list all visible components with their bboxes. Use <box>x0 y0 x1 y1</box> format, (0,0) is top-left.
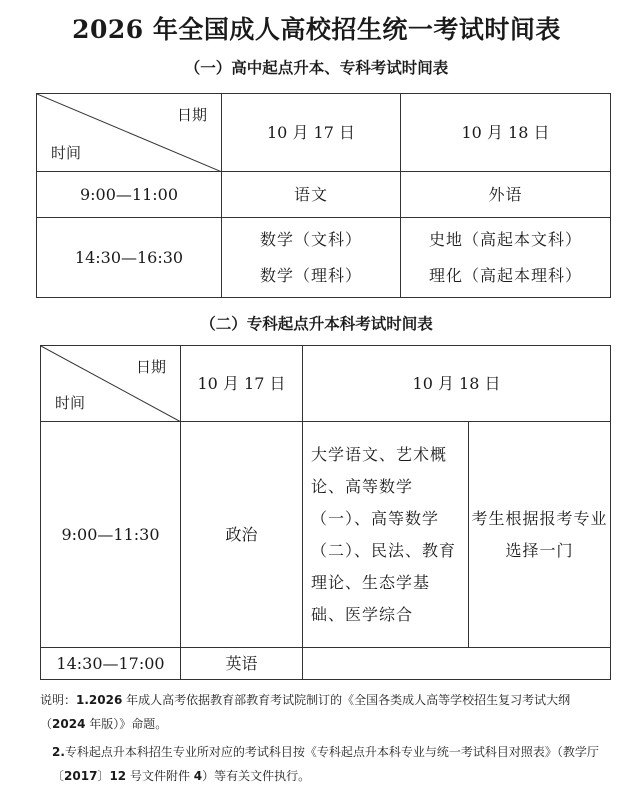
time-cell: 14:30—16:30 <box>37 218 222 298</box>
table-row <box>41 422 611 648</box>
subject-cell <box>401 218 611 298</box>
selection-note-cell: 考生根据报考专业选择一门 <box>469 422 611 648</box>
time-cell: 9:00—11:00 <box>37 172 222 218</box>
note-1 <box>40 688 615 736</box>
diagonal-header-cell <box>37 94 222 172</box>
day2-header: 10 月 18 日 <box>303 346 611 422</box>
note-year: 2024 <box>52 717 86 731</box>
subject-cell <box>222 172 401 218</box>
note-2 <box>40 740 615 788</box>
subject-cell: 英语 <box>181 648 303 680</box>
note-text: ）等有关文件执行。 <box>202 769 311 783</box>
page-title: 2026 年全国成人高校招生统一考试时间表 <box>72 15 561 44</box>
table-header-row <box>37 94 611 172</box>
date-label: 日期 <box>135 358 166 376</box>
note-year: 2017 <box>64 769 98 783</box>
note-text: 号文件附件 <box>126 769 194 783</box>
time-label: 时间 <box>51 144 82 163</box>
empty-cell <box>303 648 611 680</box>
subject-list-cell: 大学语文、艺术概论、高等数学（一）、高等数学（二）、民法、教育理论、生态学基础、医学综合 <box>303 422 469 648</box>
note-text: 年版）》命题。 <box>85 717 168 731</box>
subject: 语文 <box>293 184 328 204</box>
note-text: 年成人高考依据教育部教育考试院制订的《全国各类成人高等学校招生复习考试大纲（ <box>40 693 571 731</box>
diagonal-header-cell <box>41 346 181 422</box>
subject: 理化（高起本理科） <box>428 265 582 285</box>
note-doc-number: 12 <box>109 769 127 783</box>
day2-header: 10 月 18 日 <box>401 94 611 172</box>
table1-heading: （一）高中起点升本、专科考试时间表 <box>184 58 449 77</box>
schedule-table-1 <box>36 93 611 298</box>
note-prefix: 说明： <box>40 693 77 707</box>
table-row <box>37 172 611 218</box>
subject: 数学（理科） <box>259 265 362 285</box>
subject-cell <box>401 172 611 218</box>
time-label: 时间 <box>55 394 86 413</box>
time-cell: 9:00—11:30 <box>41 422 181 648</box>
date-label: 日期 <box>176 106 207 124</box>
note-number: 1.2026 <box>76 693 123 707</box>
table-row <box>41 648 611 680</box>
day1-header: 10 月 17 日 <box>181 346 303 422</box>
table-header-row <box>41 346 611 422</box>
time-cell: 14:30—17:00 <box>41 648 181 680</box>
day1-header: 10 月 17 日 <box>222 94 401 172</box>
note-attachment-number: 4 <box>193 769 203 783</box>
subject: 数学（文科） <box>259 229 362 249</box>
note-number: 2. <box>52 745 65 759</box>
subject: 史地（高起本文科） <box>428 229 582 249</box>
schedule-table-2 <box>40 345 611 680</box>
note-text: 专科起点升本科招生专业所对应的考试科目按《专科起点升本科专业与统一考试科目对照表》（教学厅〔 <box>52 745 599 783</box>
table2-heading: （二）专科起点升本科考试时间表 <box>200 314 433 333</box>
subject-cell: 政治 <box>181 422 303 648</box>
subject-cell <box>222 218 401 298</box>
subject: 外语 <box>488 184 523 204</box>
table-row <box>37 218 611 298</box>
note-text: 〕 <box>97 769 110 783</box>
